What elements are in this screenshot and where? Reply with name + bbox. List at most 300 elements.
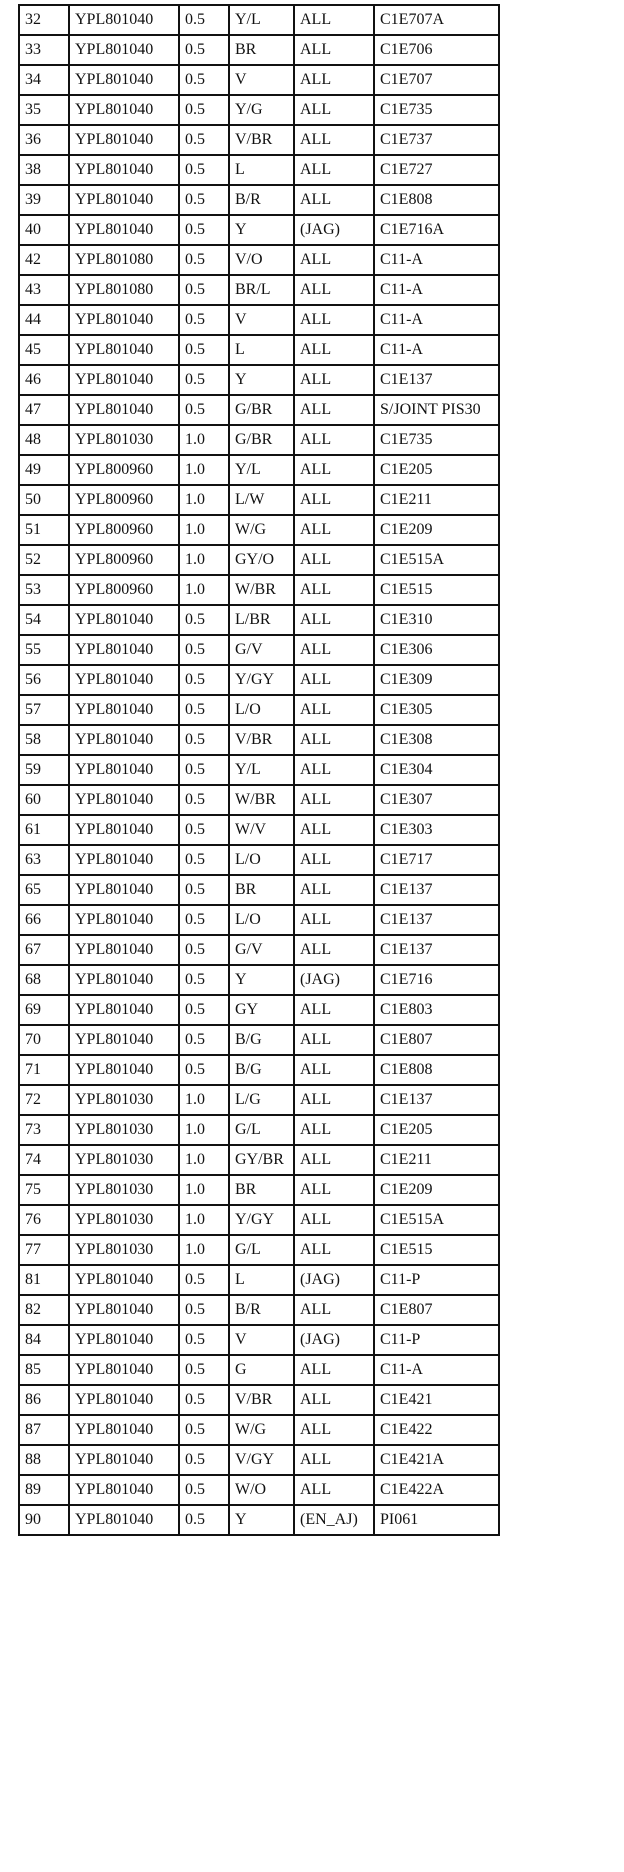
connector-cell: C1E205	[374, 455, 499, 485]
table-row	[19, 605, 499, 635]
variant-cell: ALL	[294, 305, 374, 335]
wire-size-cell: 1.0	[179, 425, 229, 455]
circuit-number-cell: 38	[19, 155, 69, 185]
connector-cell: C1E735	[374, 95, 499, 125]
variant-cell: ALL	[294, 755, 374, 785]
circuit-number-cell: 66	[19, 905, 69, 935]
wire-color-cell: Y	[229, 965, 294, 995]
table-row	[19, 1505, 499, 1535]
circuit-number-cell: 59	[19, 755, 69, 785]
wire-size-cell: 1.0	[179, 545, 229, 575]
wire-size-cell: 0.5	[179, 1325, 229, 1355]
table-row	[19, 35, 499, 65]
circuit-number-cell: 43	[19, 275, 69, 305]
variant-cell: ALL	[294, 1445, 374, 1475]
table-row	[19, 785, 499, 815]
wire-size-cell: 0.5	[179, 275, 229, 305]
part-number-cell: YPL801040	[69, 1265, 179, 1295]
wire-size-cell: 0.5	[179, 995, 229, 1025]
variant-cell: ALL	[294, 1115, 374, 1145]
part-number-cell: YPL801040	[69, 785, 179, 815]
variant-cell: ALL	[294, 845, 374, 875]
part-number-cell: YPL801040	[69, 935, 179, 965]
part-number-cell: YPL801030	[69, 1115, 179, 1145]
part-number-cell: YPL801040	[69, 1415, 179, 1445]
part-number-cell: YPL801030	[69, 425, 179, 455]
table-row	[19, 1385, 499, 1415]
variant-cell: ALL	[294, 1175, 374, 1205]
circuit-number-cell: 70	[19, 1025, 69, 1055]
connector-cell: C1E211	[374, 1145, 499, 1175]
wire-size-cell: 0.5	[179, 1055, 229, 1085]
table-row	[19, 1475, 499, 1505]
circuit-number-cell: 73	[19, 1115, 69, 1145]
connector-cell: C1E137	[374, 905, 499, 935]
table-row	[19, 1175, 499, 1205]
circuit-number-cell: 44	[19, 305, 69, 335]
wire-size-cell: 0.5	[179, 1445, 229, 1475]
connector-cell: C1E305	[374, 695, 499, 725]
wire-color-cell: L/G	[229, 1085, 294, 1115]
part-number-cell: YPL801030	[69, 1235, 179, 1265]
variant-cell: ALL	[294, 95, 374, 125]
wire-color-cell: GY/O	[229, 545, 294, 575]
wire-size-cell: 1.0	[179, 575, 229, 605]
part-number-cell: YPL801040	[69, 755, 179, 785]
table-row	[19, 305, 499, 335]
wiring-table	[18, 4, 500, 1536]
wire-color-cell: L/O	[229, 845, 294, 875]
wire-size-cell: 0.5	[179, 755, 229, 785]
wire-color-cell: L/O	[229, 695, 294, 725]
variant-cell: ALL	[294, 155, 374, 185]
connector-cell: C11-A	[374, 335, 499, 365]
part-number-cell: YPL801040	[69, 1055, 179, 1085]
wire-size-cell: 0.5	[179, 1385, 229, 1415]
circuit-number-cell: 47	[19, 395, 69, 425]
part-number-cell: YPL800960	[69, 485, 179, 515]
wire-color-cell: Y	[229, 1505, 294, 1535]
circuit-number-cell: 54	[19, 605, 69, 635]
variant-cell: ALL	[294, 665, 374, 695]
part-number-cell: YPL801040	[69, 1445, 179, 1475]
variant-cell: ALL	[294, 725, 374, 755]
variant-cell: ALL	[294, 125, 374, 155]
wire-color-cell: Y	[229, 215, 294, 245]
table-row	[19, 545, 499, 575]
connector-cell: C11-A	[374, 1355, 499, 1385]
connector-cell: C1E807	[374, 1295, 499, 1325]
variant-cell: (JAG)	[294, 215, 374, 245]
connector-cell: PI061	[374, 1505, 499, 1535]
wire-size-cell: 0.5	[179, 35, 229, 65]
variant-cell: ALL	[294, 515, 374, 545]
part-number-cell: YPL801040	[69, 35, 179, 65]
connector-cell: C1E515	[374, 575, 499, 605]
variant-cell: ALL	[294, 815, 374, 845]
table-row	[19, 1085, 499, 1115]
wire-size-cell: 0.5	[179, 155, 229, 185]
circuit-number-cell: 71	[19, 1055, 69, 1085]
circuit-number-cell: 76	[19, 1205, 69, 1235]
connector-cell: C1E137	[374, 875, 499, 905]
circuit-number-cell: 86	[19, 1385, 69, 1415]
variant-cell: ALL	[294, 1295, 374, 1325]
circuit-number-cell: 51	[19, 515, 69, 545]
part-number-cell: YPL800960	[69, 545, 179, 575]
table-row	[19, 1055, 499, 1085]
circuit-number-cell: 36	[19, 125, 69, 155]
wire-color-cell: BR	[229, 1175, 294, 1205]
part-number-cell: YPL801040	[69, 335, 179, 365]
variant-cell: ALL	[294, 245, 374, 275]
table-row	[19, 1325, 499, 1355]
connector-cell: C11-A	[374, 275, 499, 305]
wire-size-cell: 0.5	[179, 5, 229, 35]
table-row	[19, 755, 499, 785]
table-row	[19, 635, 499, 665]
wire-size-cell: 0.5	[179, 95, 229, 125]
part-number-cell: YPL801040	[69, 1295, 179, 1325]
variant-cell: ALL	[294, 1145, 374, 1175]
table-row	[19, 65, 499, 95]
wire-color-cell: W/G	[229, 1415, 294, 1445]
wire-size-cell: 0.5	[179, 845, 229, 875]
variant-cell: (JAG)	[294, 1325, 374, 1355]
circuit-number-cell: 34	[19, 65, 69, 95]
table-row	[19, 1145, 499, 1175]
part-number-cell: YPL801040	[69, 1505, 179, 1535]
connector-cell: C1E137	[374, 935, 499, 965]
connector-cell: C1E304	[374, 755, 499, 785]
connector-cell: C11-A	[374, 305, 499, 335]
table-row	[19, 1445, 499, 1475]
table-row	[19, 815, 499, 845]
circuit-number-cell: 49	[19, 455, 69, 485]
variant-cell: ALL	[294, 365, 374, 395]
circuit-number-cell: 39	[19, 185, 69, 215]
table-row	[19, 95, 499, 125]
wire-color-cell: V/BR	[229, 125, 294, 155]
table-row	[19, 185, 499, 215]
table-row	[19, 935, 499, 965]
wire-size-cell: 1.0	[179, 485, 229, 515]
part-number-cell: YPL801080	[69, 275, 179, 305]
connector-cell: C1E727	[374, 155, 499, 185]
wire-size-cell: 0.5	[179, 785, 229, 815]
circuit-number-cell: 45	[19, 335, 69, 365]
connector-cell: C1E310	[374, 605, 499, 635]
variant-cell: (JAG)	[294, 1265, 374, 1295]
wire-color-cell: B/G	[229, 1055, 294, 1085]
connector-cell: C1E137	[374, 365, 499, 395]
wire-size-cell: 0.5	[179, 1505, 229, 1535]
wire-color-cell: W/G	[229, 515, 294, 545]
wire-size-cell: 0.5	[179, 125, 229, 155]
wire-color-cell: V/BR	[229, 725, 294, 755]
circuit-number-cell: 87	[19, 1415, 69, 1445]
part-number-cell: YPL801040	[69, 845, 179, 875]
circuit-number-cell: 56	[19, 665, 69, 695]
table-row	[19, 1295, 499, 1325]
wire-color-cell: GY/BR	[229, 1145, 294, 1175]
connector-cell: C1E707A	[374, 5, 499, 35]
circuit-number-cell: 42	[19, 245, 69, 275]
circuit-number-cell: 48	[19, 425, 69, 455]
wire-color-cell: BR	[229, 875, 294, 905]
variant-cell: ALL	[294, 35, 374, 65]
variant-cell: ALL	[294, 785, 374, 815]
variant-cell: ALL	[294, 1385, 374, 1415]
part-number-cell: YPL801040	[69, 725, 179, 755]
variant-cell: ALL	[294, 425, 374, 455]
circuit-number-cell: 52	[19, 545, 69, 575]
table-row	[19, 1415, 499, 1445]
table-row	[19, 245, 499, 275]
wire-size-cell: 0.5	[179, 335, 229, 365]
variant-cell: ALL	[294, 905, 374, 935]
circuit-number-cell: 40	[19, 215, 69, 245]
circuit-number-cell: 75	[19, 1175, 69, 1205]
circuit-number-cell: 55	[19, 635, 69, 665]
circuit-number-cell: 61	[19, 815, 69, 845]
part-number-cell: YPL801040	[69, 125, 179, 155]
variant-cell: ALL	[294, 1025, 374, 1055]
circuit-number-cell: 74	[19, 1145, 69, 1175]
table-row	[19, 995, 499, 1025]
connector-cell: C1E421	[374, 1385, 499, 1415]
connector-cell: C1E422	[374, 1415, 499, 1445]
table-row	[19, 485, 499, 515]
part-number-cell: YPL800960	[69, 515, 179, 545]
wire-size-cell: 1.0	[179, 1235, 229, 1265]
table-row	[19, 155, 499, 185]
connector-cell: C1E137	[374, 1085, 499, 1115]
wire-color-cell: Y/L	[229, 5, 294, 35]
connector-cell: C1E209	[374, 1175, 499, 1205]
wire-size-cell: 0.5	[179, 1355, 229, 1385]
circuit-number-cell: 88	[19, 1445, 69, 1475]
table-row	[19, 845, 499, 875]
table-row	[19, 665, 499, 695]
table-row	[19, 1235, 499, 1265]
part-number-cell: YPL801040	[69, 365, 179, 395]
table-row	[19, 695, 499, 725]
variant-cell: ALL	[294, 695, 374, 725]
table-row	[19, 905, 499, 935]
part-number-cell: YPL801040	[69, 1025, 179, 1055]
table-row	[19, 1265, 499, 1295]
connector-cell: S/JOINT PIS30	[374, 395, 499, 425]
circuit-number-cell: 53	[19, 575, 69, 605]
wire-size-cell: 1.0	[179, 1115, 229, 1145]
part-number-cell: YPL801030	[69, 1145, 179, 1175]
wire-color-cell: G/V	[229, 635, 294, 665]
wire-color-cell: G/L	[229, 1115, 294, 1145]
connector-cell: C11-A	[374, 245, 499, 275]
table-row	[19, 125, 499, 155]
wire-size-cell: 0.5	[179, 965, 229, 995]
variant-cell: ALL	[294, 65, 374, 95]
wire-size-cell: 0.5	[179, 1025, 229, 1055]
wire-size-cell: 1.0	[179, 1175, 229, 1205]
variant-cell: ALL	[294, 635, 374, 665]
circuit-number-cell: 68	[19, 965, 69, 995]
wire-color-cell: W/BR	[229, 785, 294, 815]
circuit-number-cell: 67	[19, 935, 69, 965]
part-number-cell: YPL801040	[69, 1475, 179, 1505]
part-number-cell: YPL801030	[69, 1175, 179, 1205]
circuit-number-cell: 32	[19, 5, 69, 35]
circuit-number-cell: 72	[19, 1085, 69, 1115]
wire-size-cell: 0.5	[179, 695, 229, 725]
wire-color-cell: B/R	[229, 185, 294, 215]
wire-color-cell: V/GY	[229, 1445, 294, 1475]
wire-size-cell: 0.5	[179, 725, 229, 755]
wire-color-cell: Y/L	[229, 755, 294, 785]
table-row	[19, 515, 499, 545]
wire-color-cell: V	[229, 65, 294, 95]
part-number-cell: YPL801040	[69, 155, 179, 185]
connector-cell: C11-P	[374, 1325, 499, 1355]
part-number-cell: YPL801080	[69, 245, 179, 275]
variant-cell: ALL	[294, 1235, 374, 1265]
variant-cell: ALL	[294, 1415, 374, 1445]
variant-cell: (EN_AJ)	[294, 1505, 374, 1535]
circuit-number-cell: 84	[19, 1325, 69, 1355]
part-number-cell: YPL800960	[69, 455, 179, 485]
wire-size-cell: 0.5	[179, 1295, 229, 1325]
wire-size-cell: 0.5	[179, 65, 229, 95]
part-number-cell: YPL801040	[69, 815, 179, 845]
wire-size-cell: 0.5	[179, 365, 229, 395]
connector-cell: C1E309	[374, 665, 499, 695]
wire-size-cell: 0.5	[179, 1475, 229, 1505]
wire-color-cell: G/V	[229, 935, 294, 965]
wire-color-cell: G/BR	[229, 425, 294, 455]
table-row	[19, 575, 499, 605]
connector-cell: C1E808	[374, 185, 499, 215]
connector-cell: C1E716	[374, 965, 499, 995]
variant-cell: (JAG)	[294, 965, 374, 995]
part-number-cell: YPL801040	[69, 95, 179, 125]
connector-cell: C11-P	[374, 1265, 499, 1295]
part-number-cell: YPL801040	[69, 605, 179, 635]
wire-color-cell: L/BR	[229, 605, 294, 635]
part-number-cell: YPL801040	[69, 905, 179, 935]
variant-cell: ALL	[294, 575, 374, 605]
wire-color-cell: Y/G	[229, 95, 294, 125]
part-number-cell: YPL801030	[69, 1085, 179, 1115]
wire-color-cell: L	[229, 335, 294, 365]
wire-color-cell: V	[229, 1325, 294, 1355]
table-row	[19, 1205, 499, 1235]
part-number-cell: YPL801040	[69, 1355, 179, 1385]
variant-cell: ALL	[294, 1205, 374, 1235]
wire-color-cell: G/L	[229, 1235, 294, 1265]
circuit-number-cell: 35	[19, 95, 69, 125]
wire-color-cell: Y/L	[229, 455, 294, 485]
part-number-cell: YPL801040	[69, 665, 179, 695]
wire-size-cell: 1.0	[179, 515, 229, 545]
table-row	[19, 215, 499, 245]
part-number-cell: YPL800960	[69, 575, 179, 605]
wire-size-cell: 1.0	[179, 455, 229, 485]
variant-cell: ALL	[294, 1055, 374, 1085]
wiring-table-container	[18, 4, 500, 1536]
connector-cell: C1E717	[374, 845, 499, 875]
variant-cell: ALL	[294, 605, 374, 635]
wire-size-cell: 0.5	[179, 1265, 229, 1295]
circuit-number-cell: 81	[19, 1265, 69, 1295]
part-number-cell: YPL801030	[69, 1205, 179, 1235]
part-number-cell: YPL801040	[69, 1385, 179, 1415]
table-row	[19, 1025, 499, 1055]
wire-size-cell: 0.5	[179, 215, 229, 245]
variant-cell: ALL	[294, 545, 374, 575]
table-row	[19, 965, 499, 995]
part-number-cell: YPL801040	[69, 65, 179, 95]
wire-color-cell: L	[229, 1265, 294, 1295]
part-number-cell: YPL801040	[69, 875, 179, 905]
circuit-number-cell: 82	[19, 1295, 69, 1325]
variant-cell: ALL	[294, 485, 374, 515]
circuit-number-cell: 33	[19, 35, 69, 65]
part-number-cell: YPL801040	[69, 995, 179, 1025]
wire-color-cell: BR	[229, 35, 294, 65]
variant-cell: ALL	[294, 5, 374, 35]
part-number-cell: YPL801040	[69, 635, 179, 665]
wire-size-cell: 0.5	[179, 305, 229, 335]
connector-cell: C1E716A	[374, 215, 499, 245]
circuit-number-cell: 46	[19, 365, 69, 395]
table-row	[19, 455, 499, 485]
wire-color-cell: GY	[229, 995, 294, 1025]
table-row	[19, 425, 499, 455]
connector-cell: C1E807	[374, 1025, 499, 1055]
wire-size-cell: 0.5	[179, 605, 229, 635]
table-row	[19, 1355, 499, 1385]
circuit-number-cell: 63	[19, 845, 69, 875]
connector-cell: C1E307	[374, 785, 499, 815]
circuit-number-cell: 69	[19, 995, 69, 1025]
connector-cell: C1E205	[374, 1115, 499, 1145]
connector-cell: C1E707	[374, 65, 499, 95]
part-number-cell: YPL801040	[69, 395, 179, 425]
variant-cell: ALL	[294, 395, 374, 425]
connector-cell: C1E735	[374, 425, 499, 455]
wire-color-cell: V/O	[229, 245, 294, 275]
connector-cell: C1E211	[374, 485, 499, 515]
circuit-number-cell: 89	[19, 1475, 69, 1505]
variant-cell: ALL	[294, 335, 374, 365]
table-row	[19, 395, 499, 425]
connector-cell: C1E737	[374, 125, 499, 155]
wiring-table-body	[19, 5, 499, 1535]
wire-color-cell: BR/L	[229, 275, 294, 305]
wire-size-cell: 0.5	[179, 665, 229, 695]
connector-cell: C1E209	[374, 515, 499, 545]
variant-cell: ALL	[294, 1085, 374, 1115]
wire-color-cell: G/BR	[229, 395, 294, 425]
variant-cell: ALL	[294, 455, 374, 485]
connector-cell: C1E308	[374, 725, 499, 755]
wire-size-cell: 1.0	[179, 1145, 229, 1175]
variant-cell: ALL	[294, 1475, 374, 1505]
circuit-number-cell: 65	[19, 875, 69, 905]
wire-color-cell: Y	[229, 365, 294, 395]
circuit-number-cell: 58	[19, 725, 69, 755]
